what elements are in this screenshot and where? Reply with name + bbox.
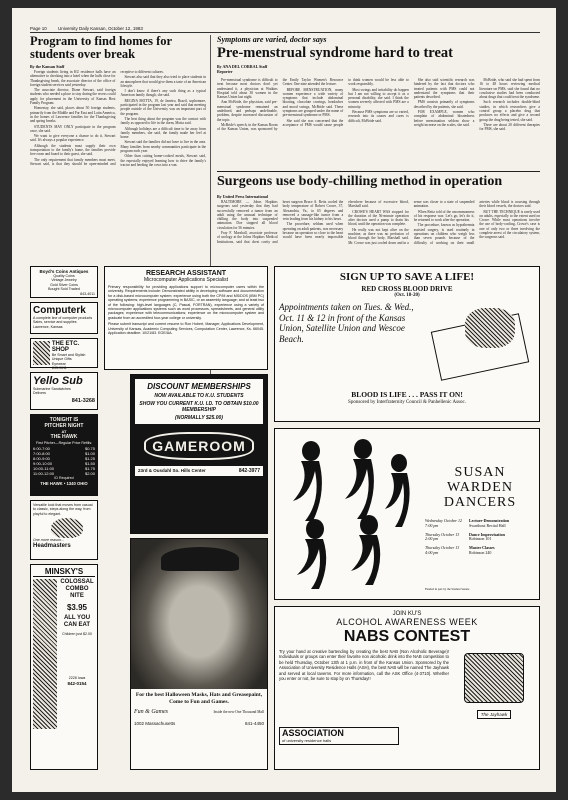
ad-computerk-line: A complete line of computer products (33, 316, 93, 320)
dancer-event-event: Lecture-Demonstration (469, 518, 510, 523)
story-surgeon-byline: By United Press International (217, 194, 268, 199)
story-surgeon-headline: Surgeons use body-chilling method in operation (217, 174, 503, 189)
ad-blood-dates: (Oct. 18-20) (394, 293, 420, 298)
story-homes-headline: Program to find homes for students over break (30, 34, 172, 62)
ad-hawk-footer: ID Required (54, 476, 74, 481)
dancer-event-event: Dance Improvisation (469, 531, 505, 537)
etc-shop-illustration (33, 341, 50, 365)
ad-nabs-headline: NABS CONTEST (343, 628, 471, 645)
article-paragraph: Although holidays are a difficult time to be away from family members, she said, the family made her feel at home. (120, 126, 206, 140)
story-pms (217, 35, 540, 74)
article-paragraph: When Reitz told of the uncommonness of his response was: Let's go, let's do it, he returned to work after the operation. (413, 209, 475, 223)
dancer-event-time: 7:00 pm (425, 522, 439, 528)
ad-nabs-footer-title: ASSOCIATION (282, 728, 344, 738)
article-paragraph: I don't know if there's any such thing as a typical American family though, she said. (120, 89, 206, 98)
ad-yello-tagline: Submarine Sandwiches Delivers (33, 387, 71, 396)
ad-nabs-label: The Jayhawk (477, 710, 512, 719)
ad-discount-phone: 842-3977 (238, 468, 260, 474)
ad-dancers-title: SUSAN WARDEN DANCERS (443, 465, 517, 510)
ad-the-hawk (30, 414, 98, 496)
glass-shape (464, 653, 524, 703)
ad-boyds-line: Bought Sold Traded (48, 287, 80, 292)
ad-minsky-name: MINSKY'S (33, 567, 95, 577)
ad-boyds (30, 266, 98, 298)
story-surgeon-body (217, 200, 540, 262)
ad-minsky-line: COMBO (65, 586, 89, 592)
hairstyle-illustration (51, 518, 83, 538)
association-logo (279, 727, 399, 745)
story-pms-headline: Pre-menstrual syndrome hard to treat (217, 45, 453, 61)
ad-hawk-title: TONIGHT IS (49, 417, 79, 423)
ad-nabs-contest (274, 606, 540, 770)
hawk-price-time: 10:00-11:00 (33, 466, 55, 472)
ad-blood-body: Appointments taken on Tues. & Wed., Oct. 11 & 12 in front of the Kansas Union, Satellite Union and Wescoe Beach. (279, 302, 414, 344)
folio-line (30, 26, 540, 33)
ad-hawk-title: PITCHER NIGHT (44, 423, 84, 429)
ad-computerk (30, 302, 98, 334)
ad-blood-tagline: BLOOD IS LIFE . . . PASS IT ON! (351, 390, 463, 399)
article-paragraph: CROWE'S HEART WAS stopped for the duration of the 56-minute operation after doctors used a pump to drain his blood, until the operation was complete. (348, 209, 409, 227)
ad-fun-and-games (130, 538, 268, 770)
halloween-mask-photo (131, 539, 267, 689)
article-paragraph: The only requirement that family members must meet, Stewart said, is that they should be open-minded and receptive to different cultures. (30, 70, 164, 166)
ad-minsky-line: COLOSSAL (60, 579, 94, 585)
article-paragraph: The procedure, known as hypothermia assisted surgery, is used routinely in operations on children who weigh less than seven pounds because of the difficulty of working on their small arteries while blood is coursing through their blood vessels, the doctors said. (413, 200, 540, 245)
article-paragraph: The best thing about the program was the contact with family as opposed to life in the dorm, Motta said. (120, 116, 206, 126)
dancer-event-time: 4:00 pm (425, 549, 439, 555)
ad-discount-title: DISCOUNT MEMBERSHIPS (147, 382, 251, 391)
hawk-price-table (33, 446, 95, 476)
hand-shape (465, 308, 515, 348)
dancer-event-place: Swarthout Recital Hall (469, 522, 506, 528)
section-rule (217, 171, 540, 172)
dancer-event (425, 546, 535, 556)
story-homes (30, 35, 206, 69)
drink-illustration (453, 649, 535, 721)
newspaper-page (12, 8, 556, 792)
dancer-event-day: Thursday October 13 (425, 531, 460, 537)
article-paragraph: Such research includes double-blind studies, in which researchers give a control group a placebo drug that produces no effects and give a second group the drug being tested, she said. (479, 100, 540, 122)
ad-hawk-table-title: First Pitcher—Regular Price Refills: (35, 441, 93, 445)
hawk-price-value: $2.00 (84, 471, 95, 477)
ad-halloween-phone: 841-4450 (244, 721, 264, 726)
gameroom-footer (135, 466, 263, 476)
ad-discount-line3: (NORMALLY $25.00) (175, 415, 223, 421)
hawk-price-time: 9:00-10:00 (33, 461, 53, 467)
article-paragraph: REGINA MOTTA, 19, de Janeiro, Brazil, sophomore, participated in the program last year and said that meeting people outside of the University was an important part of the program. (120, 98, 206, 116)
discount-panel (135, 379, 263, 424)
ad-headmasters (30, 500, 98, 560)
ad-boyds-name: Boyd's Coins Antiques (39, 269, 89, 274)
ad-minsky-offer: ALL YOU CAN EAT (63, 615, 91, 628)
hawk-price-value: $0.75 (84, 446, 95, 452)
ad-hawk-title: THE HAWK (50, 434, 78, 440)
ad-blood-sub: RED CROSS BLOOD DRIVE (361, 285, 453, 293)
ad-discount-line1: NOW AVAILABLE TO K.U. STUDENTS (154, 393, 244, 399)
dancer-event (425, 533, 535, 543)
article-paragraph: We want to give everyone a chance to do it, Stewart said. It's always a popular experience. (30, 134, 116, 143)
ad-blood-drive (274, 266, 540, 422)
ad-yello-sub (30, 372, 98, 410)
folio-paper: University Daily Kansan, October 12, 1983 (58, 26, 143, 31)
article-paragraph: STUDENTS MAY ONLY participate in the program once, she said. (30, 124, 116, 133)
article-paragraph: She said she was concerned that the acceptance of PMS would cause people to think women would be less able to work responsibly. (282, 78, 409, 127)
ad-gameroom (130, 374, 268, 534)
gameroom-logo-text: GAMEROOM (144, 432, 254, 460)
article-paragraph: BEFORE MENSTRUATION, many women experience a wide variety of symptoms that include abdominal bloating, chocolate cravings, headaches and mood swings, McBride said. These symptoms are grouped under the name of pre-menstrual syndrome or PMS. (282, 87, 344, 118)
ad-halloween-address: 1002 Massachusetts (134, 721, 176, 726)
article-paragraph: Although the students must supply their own transportation to the family's home, the families provide free room and board to their guest, she said. (30, 143, 116, 157)
hawk-price-time: 7:00-8:00 (33, 451, 50, 457)
ad-hawk-address: THE HAWK • 1340 OHIO (40, 480, 88, 486)
folio-page: Page 10 (30, 26, 47, 31)
ad-blood-headline: SIGN UP TO SAVE A LIFE! (339, 271, 475, 283)
ad-etc-shop (30, 338, 98, 371)
article-paragraph: She also said scientific research was hindered by the fact that doctors who treated patients with PMS could not understand the symptoms that their patients described. (413, 78, 475, 100)
article-paragraph: There are about 20 different therapies for PMS, she said. (479, 122, 540, 132)
article-paragraph: The procedure, seldom used when operating on adult patients, was necessary because an operation so close to the heart would have been nearly impossible elsewhere because of excessive blood, Marshall said. (282, 200, 409, 240)
article-paragraph: Foreign students living in KU residence halls have an alternative to checking into a hotel when the halls close for Thanksgiving break, the associate director of the office of foreign student services said yesterday. (30, 70, 116, 87)
ad-computerk-line: Sales, service and supplies (33, 320, 77, 325)
dancers-illustration (279, 433, 419, 593)
ad-minsky-phone: 842-0154 (67, 680, 87, 686)
story-pms-body (217, 78, 540, 168)
minsky-character-illustration (33, 579, 57, 729)
dancer-event-place: Robinson 240 (469, 549, 492, 555)
article-paragraph: Most swings and irritability do happen but I am not willing to accept it as a personal disability, she said. I think the women severely affected with PMS are a minority. (348, 87, 409, 109)
ad-halloween-logo: Fun & Games (134, 709, 168, 715)
ad-susan-warden-dancers (274, 428, 540, 600)
hawk-price-value: $1.00 (84, 451, 95, 457)
ad-minsky-address: 2228 Iowa (68, 676, 86, 681)
ad-etc-line: Be Smart and Stylish (51, 353, 86, 357)
ad-yello-name: Yello Sub (33, 375, 83, 387)
ad-nabs-footer-sub: of university residence halls (282, 738, 332, 743)
ad-etc-line: Eyewear (51, 361, 66, 366)
article-paragraph: McBride, who said she had spent from 16 to 48 hours reviewing medical literature on PMS, said she found that no conclusive studies had been conducted about drugs that could treat the syndrome. (479, 78, 540, 100)
ad-boyds-line: Gold Silver Coins (50, 282, 78, 287)
article-paragraph: Homestay, she said, places about 50 foreign students, primarily from the Middle and Far East and Latin America, in the homes of Lawrence families for the Thanksgiving and spring breaks. (30, 106, 116, 124)
ad-boyds-line: Quality Coins (53, 274, 75, 278)
ad-research-body: Primary responsibility for providing applications support to microcomputer users within the university. Requirements include: Demonstrated ability in developing software and documentation for a disk-based microcomputer system; experience using both the CP/M and MS/DOS (IBM PC) operating systems; experience programming in BASIC, or an assembly language; and at least two of the following: high-level languages (C, Pascal, FORTRAN), experience using a variety of microcomputer applications systems such as word processors, spreadsheets, and general utility packages; experience with telecommunications; experience on the microcomputer system and graduate from an accredited four-year college or university. (108, 285, 264, 320)
article-paragraph: Stewart said the families did not have to live in the area. Many families from nearby communities participate in the program each year. (120, 140, 206, 154)
ad-minsky-line: NITE (70, 593, 84, 599)
dancer-event-day: Wednesday October 12 (425, 518, 462, 523)
hawk-price-value: $1.25 (84, 456, 95, 462)
hawk-price-time: 11:00-12:00 (33, 471, 55, 477)
article-paragraph: Fray F. Marshall, associate professor of urology at the Johns Hopkins Medical Institutions, said that chest cavity and heart surgeon Bruce A. Reitz cooled the body temperature of Robert Crowe, 37, Alexandria, Va., to 65 degrees and removed a sausage-like tumor from a vein leading from his kidney to his heart. (217, 200, 344, 244)
hawk-price-time: 8:00-9:00 (33, 456, 50, 462)
ad-computerk-line: Lawrence, Kansas (33, 324, 63, 329)
dancer-event (425, 519, 535, 529)
ad-discount-line2: SHOW YOU CURRENT K.U. I.D. TO OBTAIN $10.00 MEMBERSHIP (139, 401, 259, 413)
dancer-event-place: Robinson 101 (469, 536, 492, 542)
article-paragraph: Other than cutting home-cooked meals, Stewart said, the especially enjoyed learning how to drive the family's tractor and herding the cows into a van. (120, 154, 206, 167)
story-pms-kicker: Symptoms are varied, doctor says (217, 35, 327, 44)
ad-minsky-children: Children just $2.00 (62, 632, 92, 636)
hawk-price-value: $1.75 (84, 466, 95, 472)
article-paragraph: Stewart also said that they also tried to place students in an atmosphere that would give them a taste of an American lifestyle. (120, 75, 206, 88)
article-paragraph: PMS consists primarily of symptoms described by the patients, she said. (413, 100, 475, 109)
ad-etc-line: Unique Gifts (51, 357, 72, 362)
ad-minskys (30, 564, 98, 770)
ad-halloween-sub: Inside the new One Thousand Mall (213, 709, 264, 714)
ad-nabs-kicker: JOIN KU'S (392, 611, 422, 617)
ad-yello-phone: 841-3268 (71, 397, 95, 404)
ad-computerk-name: Computerk (33, 305, 86, 316)
ad-research-title: RESEARCH ASSISTANT (145, 270, 227, 277)
article-paragraph: Because PMS symptoms are so varied, research into its causes and cures is difficult, McBride said. (348, 110, 409, 123)
dancers-event-list (425, 519, 535, 560)
article-paragraph: BALTIMORE — Johns Hopkins surgeons said yesterday that they had successfully removed a tumor from an adult using the unusual technique of chilling the body into suspended animation. Doe stopped all blood circulation for 56 minutes. (217, 200, 278, 230)
ad-versatile-brand: Headmasters (33, 542, 71, 549)
ad-research-assistant (104, 266, 268, 370)
gameroom-logo (135, 432, 263, 460)
ad-etc-phone: 843-0611 (51, 366, 67, 371)
ad-discount-address: 23rd & Ousdahl So. Hills Center (138, 468, 206, 473)
ad-dancers-footer: Funded in part by the Student Senate (425, 587, 470, 591)
dancer-event-event: Master Classes (469, 545, 495, 551)
ad-research-contact: Please submit transcript and current resume to Ron Hubert, Manager, Applications Development, University of Kansas, Academic Computing Services, Computation Center, Lawrence, Ks. 66045. Application deadline: 10/21/83. EOE/AA. (108, 322, 264, 336)
ad-etc-name: THE ETC. SHOP (51, 341, 80, 353)
hawk-price-time: 6:00-7:00 (33, 446, 50, 452)
ad-boyds-line: Vintage Jewelry (51, 278, 77, 283)
article-paragraph: Pre-menstrual syndrome is difficult to treat because most doctors don't yet understand it, a physician at Watkins Hospital told about 30 women in the Kansas Union last night. (217, 78, 278, 100)
article-paragraph: He really was not kept alive on the machine, as there was no perfusion of blood through the body, Marshall said. Mr. Crowe was just cooled down and in a sense was closer to a state of suspended animation. (348, 200, 475, 245)
signing-hand-illustration (425, 302, 535, 384)
ad-versatile-tagline: One more reason... (33, 538, 64, 543)
dancer-event-time: 2:00 pm (425, 536, 439, 542)
article-paragraph: FOR EXAMPLE, women who complain of abdominal bloatedness before menstruation seldom show a weight increase on the scales, she said. (413, 110, 475, 127)
ad-nabs-title: ALCOHOL AWARENESS WEEK (336, 617, 478, 627)
ad-research-subtitle: Microcomputer Applications Specialist (144, 277, 228, 283)
ad-hawk-title: AT (61, 429, 67, 434)
story-homes-body (30, 70, 206, 262)
ad-minsky-price: $3.95 (66, 603, 88, 612)
hat-shape (161, 547, 239, 571)
ad-blood-sponsor: Sponsored by Interfraternity Council & Panhellenic Assoc. (348, 400, 466, 405)
article-paragraph: BUT THE TECHNIQUE is rarely used on adults, especially to the extent used on Crowe. While most operations involve the use of body-cooling, Crowe's case is one of only two or three involving the complete arrest of the circulatory system, the surgeons said. (479, 209, 540, 240)
story-homes-byline: By the Kansan Staff (30, 64, 65, 70)
story-pms-byline: By ANA DEL CORRAL Staff Reporter (217, 64, 268, 75)
ad-halloween-headline: For the best Halloween Masks, Hats and Greasepaint, Come to Fun and Games. (135, 692, 263, 705)
ad-versatile-text: Versatile look that moves from casual to classic, steps along the way, from playful to elegant. (33, 503, 93, 516)
ad-boyds-phone: 843-4011 (80, 291, 95, 296)
dancer-event-day: Thursday October 13 (425, 545, 460, 551)
hawk-price-value: $1.50 (84, 461, 95, 467)
ad-nabs-body: Try your hand at creative bartending by creating the best NAB (Non Alcoholic Beverage)! Individuals or groups can enter their favorite non alcoholic drink into the NAB competition to be held Thursday, October 13th at 1 p.m. in front of the Kansas Union. Sponsored by the Association of University Residence Halls (ASH), the best NAB will be named The Jayhawk and served at local taverns. For more information, call the ASK Office (4-3710). Whether you enter or not, be sure to stop by on Thursday!! (279, 649, 449, 682)
article-paragraph: Ann McBride, the physician, said pre-menstrual syndrome remained an undefined, and perhaps undefinable, problem, despite increased discussion of the topic. (217, 100, 278, 122)
article-paragraph: McBride's speech, in the Kansas Room of the Kansas Union, was sponsored by the Emily Taylor Women's Resource Center. One nine attended the lecture. (217, 78, 344, 132)
article-paragraph: The associate director, Diane Stewart, said foreign students who needed a place to stay during the recess could apply for placement in the University of Kansas Host Family Program. (30, 88, 116, 106)
